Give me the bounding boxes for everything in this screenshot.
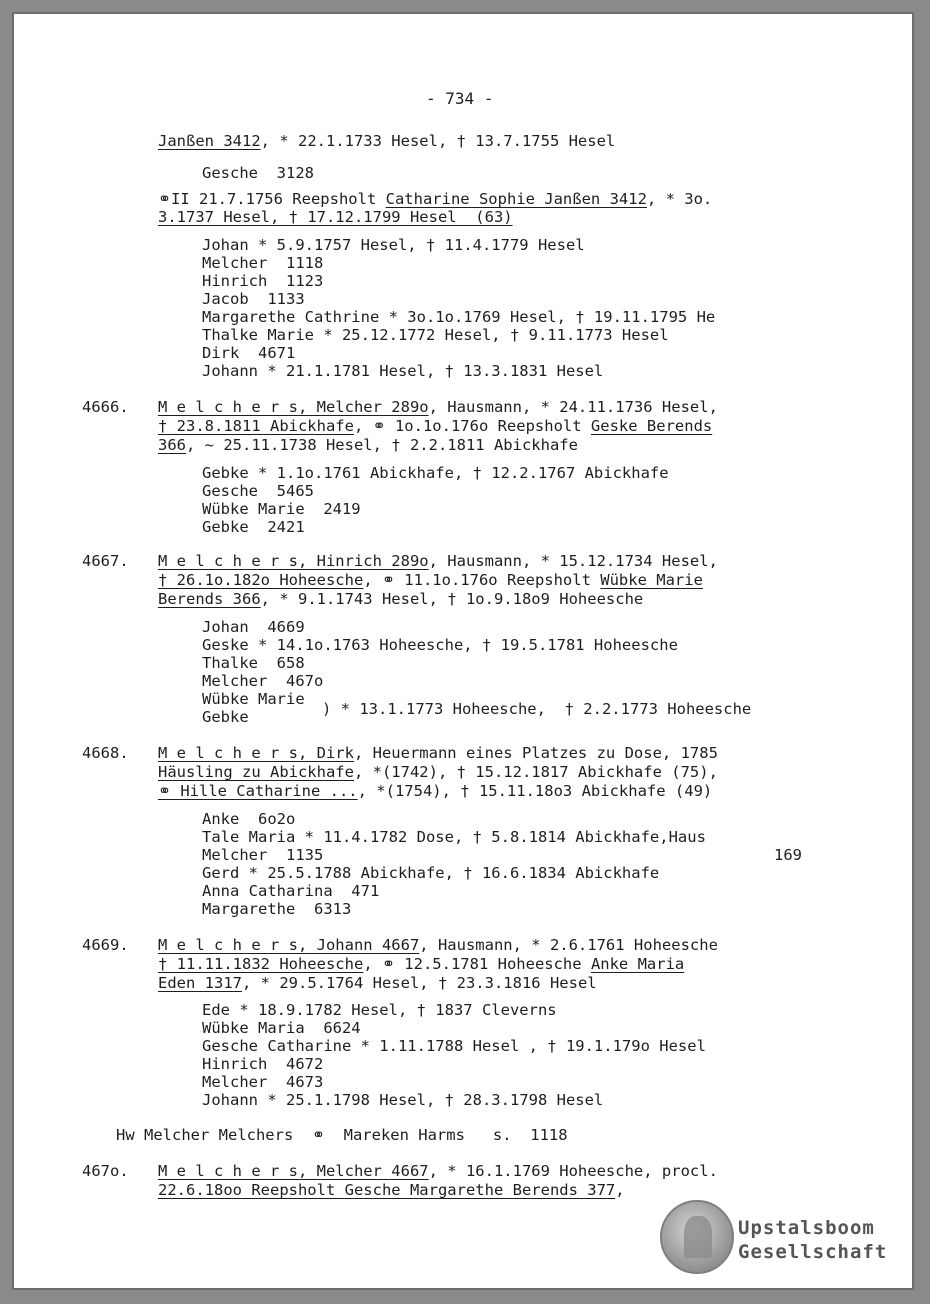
entry-line: † 26.1o.182o Hoheesche, ⚭ 11.1o.176o Reepsholt Wübke Marie	[158, 571, 703, 589]
child-line: Gebke 2421	[202, 518, 305, 536]
child-line: Wübke Maria 6624	[202, 1019, 361, 1037]
entry-line: ⚭ Hille Catharine ..., *(1754), † 15.11.18o3 Abickhafe (49)	[158, 782, 713, 800]
child-line: Margarethe Cathrine * 3o.1o.1769 Hesel, † 19.11.1795 He	[202, 308, 716, 326]
entry-number: 467o.	[82, 1162, 129, 1180]
entry-line: Berends 366, * 9.1.1743 Hesel, † 1o.9.18o9 Hoheesche	[158, 590, 644, 608]
child-line: Hinrich 1123	[202, 272, 324, 290]
child-line: Gesche Catharine * 1.11.1788 Hesel , † 19.1.179o Hesel	[202, 1037, 706, 1055]
marriage-line-1: ⚭II 21.7.1756 Reepsholt Catharine Sophie Janßen 3412, * 3o.	[158, 190, 713, 208]
child-line: Johann * 25.1.1798 Hesel, † 28.3.1798 Hesel	[202, 1091, 604, 1109]
side-note: 169	[774, 846, 802, 864]
child-line: Melcher 4673	[202, 1073, 324, 1091]
entry-line: † 11.11.1832 Hoheesche, ⚭ 12.5.1781 Hoheesche Anke Maria	[158, 955, 685, 973]
page-number: - 734 -	[426, 89, 494, 108]
hw-line: Hw Melcher Melchers ⚭ Mareken Harms s. 1118	[116, 1126, 568, 1144]
entry-line: M e l c h e r s, Dirk, Heuermann eines Platzes zu Dose, 1785	[158, 744, 718, 762]
entry-line: 366, ~ 25.11.1738 Hesel, † 2.2.1811 Abickhafe	[158, 436, 578, 454]
entry-number: 4669.	[82, 936, 129, 954]
child-line: Wübke Marie 2419	[202, 500, 361, 518]
child-line: Ede * 18.9.1782 Hesel, † 1837 Cleverns	[202, 1001, 557, 1019]
society-logo-text: Upstalsboom Gesellschaft	[738, 1217, 888, 1263]
page-frame	[12, 12, 914, 1290]
document-page	[14, 14, 912, 1288]
child-line: Johan 4669	[202, 618, 305, 636]
child-line: Hinrich 4672	[202, 1055, 324, 1073]
entry-line: Häusling zu Abickhafe, *(1742), † 15.12.1817 Abickhafe (75),	[158, 763, 718, 781]
child-line: Johan * 5.9.1757 Hesel, † 11.4.1779 Hesel	[202, 236, 585, 254]
marriage-line-2: 3.1737 Hesel, † 17.12.1799 Hesel (63)	[158, 208, 513, 226]
twin-child-b: Gebke	[202, 708, 249, 726]
entry-line: M e l c h e r s, Johann 4667, Hausmann, * 2.6.1761 Hoheesche	[158, 936, 718, 954]
entry-line: 22.6.18oo Reepsholt Gesche Margarethe Berends 377,	[158, 1181, 625, 1199]
entry-line: Eden 1317, * 29.5.1764 Hesel, † 23.3.1816 Hesel	[158, 974, 597, 992]
society-seal-icon	[660, 1200, 734, 1274]
child-line: Dirk 4671	[202, 344, 296, 362]
child-line: Geske * 14.1o.1763 Hoheesche, † 19.5.1781 Hoheesche	[202, 636, 678, 654]
entry-line: M e l c h e r s, Melcher 4667, * 16.1.1769 Hoheesche, procl.	[158, 1162, 718, 1180]
child-line: Tale Maria * 11.4.1782 Dose, † 5.8.1814 Abickhafe,Haus	[202, 828, 706, 846]
twin-child-a: Wübke Marie	[202, 690, 305, 708]
child-line: Thalke 658	[202, 654, 305, 672]
child-line: Jacob 1133	[202, 290, 305, 308]
child-line: Melcher 1118	[202, 254, 324, 272]
entry-line: M e l c h e r s, Hinrich 289o, Hausmann, * 15.12.1734 Hesel,	[158, 552, 718, 570]
entry-line: M e l c h e r s, Melcher 289o, Hausmann, * 24.11.1736 Hesel,	[158, 398, 718, 416]
child-line: Anke 6o2o	[202, 810, 296, 828]
entry-line: † 23.8.1811 Abickhafe, ⚭ 1o.1o.176o Reepsholt Geske Berends	[158, 417, 713, 435]
child-line: Gebke * 1.1o.1761 Abickhafe, † 12.2.1767 Abickhafe	[202, 464, 669, 482]
child-line: Melcher 1135	[202, 846, 324, 864]
child-line: Gesche 5465	[202, 482, 314, 500]
child-line: Johann * 21.1.1781 Hesel, † 13.3.1831 Hesel	[202, 362, 604, 380]
child-line: Melcher 467o	[202, 672, 324, 690]
entry-number: 4666.	[82, 398, 129, 416]
child-line: Anna Catharina 471	[202, 882, 380, 900]
top-entry-line-1: Janßen 3412, * 22.1.1733 Hesel, † 13.7.1755 Hesel	[158, 132, 616, 150]
child-line: Gesche 3128	[202, 164, 314, 182]
entry-number: 4667.	[82, 552, 129, 570]
child-line: Gerd * 25.5.1788 Abickhafe, † 16.6.1834 Abickhafe	[202, 864, 660, 882]
child-line: Margarethe 6313	[202, 900, 352, 918]
twin-dates: ) * 13.1.1773 Hoheesche, † 2.2.1773 Hoheesche	[322, 700, 752, 718]
child-line: Thalke Marie * 25.12.1772 Hesel, † 9.11.1773 Hesel	[202, 326, 669, 344]
entry-number: 4668.	[82, 744, 129, 762]
